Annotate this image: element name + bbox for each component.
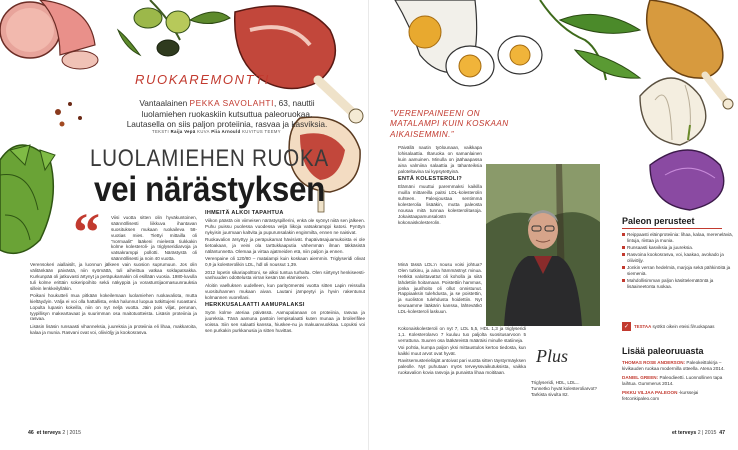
reference-item: THOMAS ROSE ANDERSON: Paleokeittokirja – kivikauden ruokaa modernilla otteella. Atena 2014. <box>622 360 725 371</box>
badge-title: TESTAA <box>634 323 652 329</box>
article-column-3b: Minä tässä LDL:n nousu voisi johtua? Olen tutkinu, ja aina hämmästnyt minua. Hetkkä valoittavattut oli koholla ja siitä lähdettiin hoitamaan. Poistettiin hammas, jonka juurihoito oli ollut onnistunut. Rappiaaksin tulehdusta, ja se poistettin, ja suoliston tulehdusta hoidettiin. Nyt seuraamme lääkärin kanssa, lähtevätkö LDL-kolesteroli laskuun. <box>398 262 482 314</box>
test-badge[interactable] <box>622 322 732 331</box>
lead-person-name: PEKKA SAVOLAHTI <box>189 98 275 108</box>
reference-item: DANIEL GREEN: Paleodieetti. Luonnollinen tapa laihtua. Gummerus 2014. <box>622 374 723 386</box>
salami-illustration <box>0 0 98 69</box>
reference-item: PIKKU VILJAA PALEOON -kurssejai fetconkipaleo.com <box>622 389 699 401</box>
spices-illustration <box>55 102 82 127</box>
article-column-1-cont: Verensokeri aiallaisilt, ja luonnun jälkeen vain suosion suprumuun. Jos olin välitänkään päivästä, niin syömättä, tuli aiheittua vatkaa soklapatsakka. Kurkunpää oli jatkuvasti ärtynyt ja peräpukamakin oli esillään vuosia. 1980-luvulla tuli kolme erittäin sokeripoihito seká näkyppiä ja vorastuntijaomasuunrauksia sillein lenkkeilylläkin. Poikani houkutteli mua pitkään kokeilemaan luolamiehen ruokavaliota, mutta kieltäydyin. Välja ei voi olla hattallista, enkä halunnut luopua tutkittujeni ruoastani. Lopulta lupasin kokeilla, niin on nyt neljä vuotta. Jäin pois viljat, perunan, tyypillisyn makeartavaat ja suurimman osa maitotuotteista. Lisäsin proteiinia ja rasvaa. Lisäsin lisäsin runsaasti vihanneksia, juureksia ja proteiinia eli lihaa, makkaroita, kalaa ja munia. Rasvani ovat voi, oliiviöljy ja kookosrasva. <box>30 262 197 335</box>
list-item: Reippaasti eläinproteiinia: lihaa, kalaa, mereneläviä, lintuja, riistaa ja munia. <box>622 232 734 244</box>
lead-text-rest: , 63, nauttii luolamiehen ruokaskiin kutsuttua paleoruokaa. Lautasella on siis paljon proteiinia, rasvaa ja kasviksia. <box>126 98 328 130</box>
badge-text: syötkö oikein eteisi.fi/ruokapaas <box>652 323 715 329</box>
article-column-1: Viisi vuotta sitten olin hyväkuntoinen, säännöllisesti liikkuva ihantavan suosituksen mukaan ruokaileva 58-vuotias mies. Tiettyi mittailla oli ”normaalit” lääkeni mielestä tiukkakin kolme kolesteroli- ja triglyseridiarvoja ja vatsakramppi pollotti. Närästystä oli säännöllisesti ja noin 40 vuotta. <box>111 215 197 262</box>
lettuce-illustration <box>0 145 55 253</box>
folio-left: 46 et terveys 2 | 2015 <box>28 430 82 436</box>
list-item: Runsaasti kasviksia ja juureksia. <box>622 245 734 251</box>
plus-box-title: Plus <box>536 346 569 366</box>
byline-author: Raija Vepä <box>170 129 196 134</box>
list-item: Mahdollisimman paljon käsittelemätöntä ja lisäaineetonta ruokaa. <box>622 278 734 290</box>
subheading-herkkusalaatti: HERKKUSALAATTI AAMUPALAKSI <box>205 302 305 309</box>
sidebar-rule <box>622 228 722 229</box>
badge-icon: ✓ <box>623 324 630 330</box>
eggs-illustration <box>395 0 640 86</box>
olive-branch-illustration <box>118 0 230 56</box>
folio-right: et terveys 2 | 2015 47 <box>672 430 726 436</box>
page-gutter <box>368 0 369 450</box>
quote-mark: “ <box>73 202 100 262</box>
garlic-illustration <box>640 78 706 145</box>
lead-text-start: Vantaalainen <box>139 98 190 108</box>
section-kicker: RUOKAREMONTTI <box>135 72 270 87</box>
sidebar-list <box>622 232 734 290</box>
plus-box-caption: Triglyseridi, HDL, LDL... Tunnetko hyvät kolesteroliarvot? Tarkista sivulta 82. <box>531 380 597 397</box>
sidebar-paleo-basics <box>622 216 734 291</box>
portrait-image <box>486 164 600 326</box>
subheading-ihmeita: IHMEITÄ ALKOI TAPAHTUA <box>205 210 284 216</box>
lead-paragraph <box>124 98 330 130</box>
pull-quote: ”VERENPAINEENI ON MATALAMPI KUIN KOSKAAN AIKAISEMMIN.” <box>390 109 509 139</box>
sidebar-title: Paleon perusteet <box>622 216 695 226</box>
article-column-3: Päivällä nautin työlounaan, vaikkapa lohisalaattia. Iltaruoka on samanlainen kuin aamuinen. Minulla on jäähaapassa aina valmiina salaattia ja tähanteiksia paloteltavina tai kypsytettyinä. ENTÄ KOLESTEROLI? Elämäni muuttui paremmaksi kaikilla muilla mittareilla paitsi LDL-kolesterolin suhteen. Paleojoustaa sentimmä kolesterolia lisääkin, mutta paleosta nousaa mitä tunnaa kolesterolitasoja. Jokaistaapamunsalostn kokonaiskolesterolin. <box>398 145 482 225</box>
headline-line2: vei närästyksen <box>94 170 326 209</box>
subheading-kolesteroli: ENTÄ KOLESTEROLI? <box>398 176 463 183</box>
more-reading-title: Lisää paleoruuasta <box>622 346 704 356</box>
headline-line1: LUOLAMIEHEN RUOKA <box>90 145 329 172</box>
portrait-photo <box>486 164 600 326</box>
article-column-3c: Kokonaiskolesteroli on nyt 7, LDL 5,5, HDL 1,3 ja triglyseridi 1,1. Kolesterolarvo 7 kuuluu tuo paljolta suositusarvoon 5 verrattuna. Suuren osa lääkäreistä määräisi minulle statiineja. Voi pohtia, kumpa paljon yksi mittaustulos kertoo tiedosta, kun kaikki muut arvot ovat hyvät. Ravitsemusterieliäjät antoivat pari vuotta sitten täystyrmäyksen paleolle. Nyt puhutaan myös terveyssvaikutuksista, vaikka ruokavalion kovia rasvoja ja punaista lihaa moititaan. <box>398 326 526 376</box>
byline-photographer: Piia Arnould <box>211 129 241 134</box>
list-item: Jonkin verran hedelmiä, marjoja sekä pähkinöitä ja siemeniä. <box>622 265 734 277</box>
article-column-2: IHMEITÄ ALKOI TAPAHTUA Viikon päästä oin viimeisen närästyspillerini, enkä ole syönyt niitä sen jälkeen. Puhu puissu puolessa vuodessa veljä liikoja vatsakramppi katosi. Pynttyn nykyisin juurmaan kaltvita ja pupurunsalakin enginmilta, ennen ne naisivat. Ruokavalion ärsyttyy ja peräpukamat hävisivät. Ihapäiväsajuamukoista ei ole tietoakaan, ja veini ola tarttukkaaputia vähemmän ilman täkkäsistä näläntunnetta. Olemaa ja virtaa ajatmeiden etä, niin paljon ja ennen. Verenpaine oli 120/80 – matalampi kuin koskaan aiemmin. Triglyseridi olivat 0,9 ja kolesterolikin LDL, hdl oli noussut 1,39. 2012 lopetin sikariapolttoni, se alkoi tuntua turhalta. Olen siirtynyt henkiseesti-vanhuuden odottelusta virran kesän tän elämiseen. Aloitin vaelluksen uudelleen, kun parityömentsi vuotta sitten Lapin reissulla vuosituhannen mukaan aivan. Lautani jämpeytyi ja hyvin rakentunut kolmannen vuorellani. HERKKUSALAATTI AAMUPALAKSI Syön kolme ateriaa päivässä. Aamupalanaan on proteiinia, rasvaa ja juureksia. Tänä aamuna pastoin lempisalaatti kuten munaa ja broilerifilee voissa. Siin sen salaatti kanssa, hiuskee-nu ja makuanvuokkaa. Lopuksi voi sen purkakin purkkanusia ja sitten huvittas. <box>205 210 365 334</box>
list-item: Rasvoina kookosrasva, voi, kaakao, avokado ja oliiviöljy. <box>622 252 734 264</box>
more-reading <box>622 346 734 402</box>
byline: TEKSTI Raija Vepä KUVA Piia Arnould KUVITUS TEEMY <box>152 129 281 134</box>
